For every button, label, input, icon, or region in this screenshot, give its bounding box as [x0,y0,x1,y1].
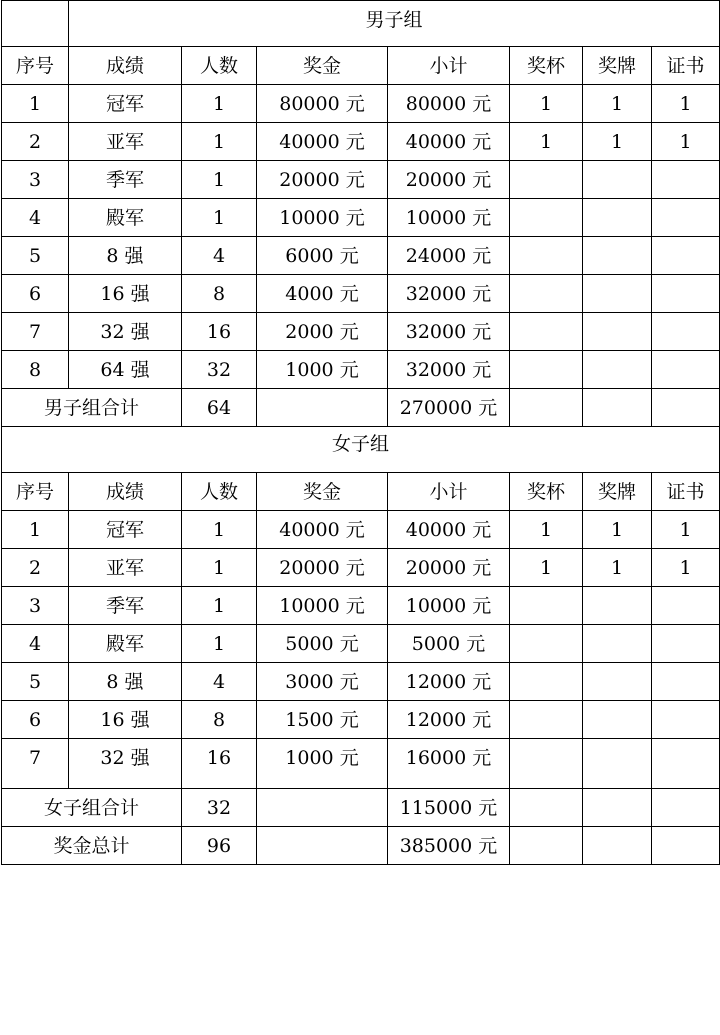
table-cell: 殿军 [69,199,182,237]
header-cell: 奖金 [257,473,388,511]
empty-cell [652,789,720,827]
table-cell: 1 [583,511,652,549]
table-row [2,351,720,389]
empty-cell [257,389,388,427]
women-total-row [2,789,720,827]
table-row [2,199,720,237]
table-cell [583,739,652,789]
table-row [2,123,720,161]
table-cell: 20000 元 [388,161,510,199]
total-subtotal: 270000 元 [388,389,510,427]
table-cell: 10000 元 [388,587,510,625]
table-cell: 4000 元 [257,275,388,313]
empty-cell [257,827,388,865]
header-cell: 小计 [388,47,510,85]
table-cell [583,275,652,313]
empty-cell [510,827,583,865]
table-cell [510,739,583,789]
table-cell: 1 [652,511,720,549]
table-cell [510,313,583,351]
table-cell: 4 [2,199,69,237]
table-cell: 1 [182,123,257,161]
header-cell: 序号 [2,473,69,511]
table-cell: 6000 元 [257,237,388,275]
table-cell: 冠军 [69,85,182,123]
table-cell: 8 强 [69,237,182,275]
table-cell [583,351,652,389]
table-cell: 40000 元 [257,511,388,549]
table-cell: 10000 元 [388,199,510,237]
total-count: 32 [182,789,257,827]
table-cell: 1 [182,587,257,625]
empty-cell [583,389,652,427]
table-cell: 5000 元 [388,625,510,663]
table-cell: 6 [2,275,69,313]
table-cell: 12000 元 [388,663,510,701]
table-cell [510,625,583,663]
table-cell: 10000 元 [257,199,388,237]
table-cell: 24000 元 [388,237,510,275]
header-cell: 小计 [388,473,510,511]
table-cell: 1 [182,85,257,123]
table-cell: 20000 元 [257,161,388,199]
table-row [2,511,720,549]
table-cell: 8 [182,701,257,739]
table-cell: 1 [652,123,720,161]
header-cell: 证书 [652,47,720,85]
table-cell: 1 [583,123,652,161]
table-cell: 1 [583,85,652,123]
table-row [2,85,720,123]
table-cell: 1 [2,511,69,549]
table-cell: 冠军 [69,511,182,549]
header-cell: 成绩 [69,47,182,85]
table-cell: 1000 元 [257,351,388,389]
table-cell: 1 [182,549,257,587]
header-cell: 序号 [2,47,69,85]
table-cell [652,237,720,275]
grand-total-subtotal: 385000 元 [388,827,510,865]
table-cell: 16 [182,739,257,789]
table-cell: 40000 元 [388,511,510,549]
table-cell [583,663,652,701]
empty-cell [652,389,720,427]
table-cell [510,587,583,625]
table-cell: 1 [182,199,257,237]
table-cell: 季军 [69,587,182,625]
table-cell [652,625,720,663]
header-cell: 成绩 [69,473,182,511]
total-subtotal: 115000 元 [388,789,510,827]
table-cell: 7 [2,739,69,789]
table-cell: 40000 元 [257,123,388,161]
women-title-row [2,427,720,473]
table-cell: 8 [2,351,69,389]
table-cell [583,701,652,739]
table-cell [652,275,720,313]
table-cell: 40000 元 [388,123,510,161]
table-cell [652,587,720,625]
header-cell: 奖牌 [583,47,652,85]
table-row [2,313,720,351]
table-cell: 16 强 [69,701,182,739]
table-cell: 8 强 [69,663,182,701]
table-cell: 1 [510,511,583,549]
table-cell [652,161,720,199]
empty-cell [583,789,652,827]
table-row [2,161,720,199]
table-cell [583,237,652,275]
table-cell: 1 [182,511,257,549]
table-row [2,237,720,275]
table-row [2,625,720,663]
table-cell: 1500 元 [257,701,388,739]
table-cell [652,739,720,789]
table-cell: 20000 元 [257,549,388,587]
women-section-title: 女子组 [2,427,720,473]
header-cell: 证书 [652,473,720,511]
table-cell: 64 强 [69,351,182,389]
table-row [2,663,720,701]
header-cell: 奖金 [257,47,388,85]
table-cell: 16 [182,313,257,351]
table-cell: 80000 元 [388,85,510,123]
table-cell [583,199,652,237]
total-label: 女子组合计 [2,789,182,827]
table-cell: 32 强 [69,313,182,351]
table-cell: 亚军 [69,123,182,161]
table-cell: 80000 元 [257,85,388,123]
table-cell: 32000 元 [388,275,510,313]
table-row [2,275,720,313]
table-cell [652,313,720,351]
header-cell: 奖杯 [510,47,583,85]
table-cell [510,701,583,739]
table-cell [652,199,720,237]
table-cell: 8 [182,275,257,313]
table-cell [510,237,583,275]
table-cell: 1 [182,625,257,663]
table-cell: 1 [510,549,583,587]
header-cell: 奖牌 [583,473,652,511]
table-cell [583,587,652,625]
table-cell [652,663,720,701]
table-cell: 1 [510,85,583,123]
header-cell: 奖杯 [510,473,583,511]
total-label: 男子组合计 [2,389,182,427]
table-cell: 4 [2,625,69,663]
empty-cell [257,789,388,827]
table-cell [510,199,583,237]
empty-cell [583,827,652,865]
table-cell: 5 [2,663,69,701]
table-cell: 16 强 [69,275,182,313]
table-cell [583,313,652,351]
table-cell [510,275,583,313]
table-cell: 16000 元 [388,739,510,789]
table-cell [652,351,720,389]
table-cell: 7 [2,313,69,351]
men-header-row [2,47,720,85]
table-cell: 1000 元 [257,739,388,789]
table-cell: 3 [2,587,69,625]
table-row [2,701,720,739]
table-cell: 3 [2,161,69,199]
women-header-row [2,473,720,511]
table-cell: 季军 [69,161,182,199]
table-cell: 1 [182,161,257,199]
men-section-title: 男子组 [69,1,720,47]
table-cell: 亚军 [69,549,182,587]
table-cell [583,625,652,663]
table-cell [583,161,652,199]
table-cell: 1 [510,123,583,161]
grand-total-row [2,827,720,865]
table-cell: 1 [652,549,720,587]
table-cell: 1 [652,85,720,123]
table-cell: 1 [2,85,69,123]
table-cell: 32 [182,351,257,389]
table-cell: 32000 元 [388,351,510,389]
empty-cell [652,827,720,865]
men-total-row [2,389,720,427]
table-cell: 5000 元 [257,625,388,663]
table-row [2,549,720,587]
table-cell: 32000 元 [388,313,510,351]
table-cell: 2 [2,123,69,161]
table-cell: 32 强 [69,739,182,789]
table-cell: 10000 元 [257,587,388,625]
table-cell: 6 [2,701,69,739]
table-cell: 2000 元 [257,313,388,351]
table-cell: 4 [182,663,257,701]
table-row [2,739,720,789]
table-cell [510,161,583,199]
table-cell: 1 [583,549,652,587]
total-count: 64 [182,389,257,427]
prize-table [1,0,720,865]
header-cell: 人数 [182,47,257,85]
grand-total-label: 奖金总计 [2,827,182,865]
table-cell: 20000 元 [388,549,510,587]
table-cell [652,701,720,739]
table-cell: 5 [2,237,69,275]
header-cell: 人数 [182,473,257,511]
men-title-row [2,1,720,47]
grand-total-count: 96 [182,827,257,865]
table-cell: 4 [182,237,257,275]
table-cell [510,351,583,389]
table-row [2,587,720,625]
table-cell [510,663,583,701]
empty-cell [510,789,583,827]
empty-cell [510,389,583,427]
table-cell: 3000 元 [257,663,388,701]
table-cell: 2 [2,549,69,587]
corner-cell [2,1,69,47]
table-cell: 殿军 [69,625,182,663]
table-cell: 12000 元 [388,701,510,739]
